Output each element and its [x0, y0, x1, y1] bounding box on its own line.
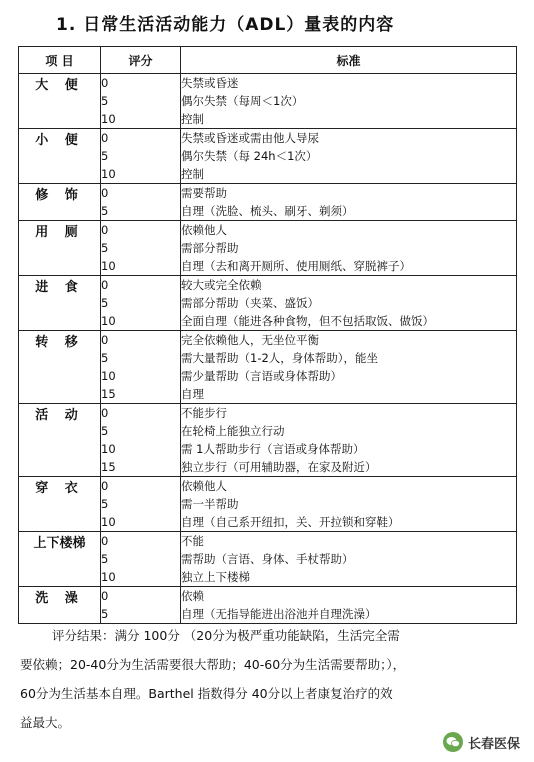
standard-text: 偶尔失禁（每周＜1次）	[181, 94, 304, 108]
standard-text: 不能	[181, 534, 204, 548]
table-row	[19, 221, 517, 276]
standard-text: 需要帮助	[181, 186, 227, 200]
score-value: 0	[101, 186, 109, 200]
standard-cell	[181, 477, 517, 532]
standard-cell	[181, 276, 517, 331]
table-header-row	[19, 47, 517, 74]
score-cell	[101, 404, 181, 477]
scoring-note-line: 益最大。	[20, 715, 71, 730]
score-cell	[101, 331, 181, 404]
item-name: 转 移	[19, 331, 101, 404]
standard-text: 需部分帮助	[181, 241, 239, 255]
standard-text: 控制	[181, 167, 204, 181]
standard-text: 自理（去和离开厕所、使用厕纸、穿脱裤子）	[181, 259, 411, 273]
item-name: 修 饰	[19, 184, 101, 221]
standard-text: 独立步行（可用辅助器，在家及附近）	[181, 460, 377, 474]
score-value: 0	[101, 406, 109, 420]
standard-text: 全面自理（能进各种食物，但不包括取饭、做饭）	[181, 314, 434, 328]
standard-cell	[181, 587, 517, 624]
score-cell	[101, 276, 181, 331]
score-value: 5	[101, 351, 109, 365]
standard-text: 需 1人帮助步行（言语或身体帮助）	[181, 442, 365, 456]
score-value: 5	[101, 497, 109, 511]
score-value: 10	[101, 442, 116, 456]
score-value: 0	[101, 278, 109, 292]
table-row	[19, 331, 517, 404]
standard-text: 独立上下楼梯	[181, 570, 250, 584]
score-value: 10	[101, 570, 116, 584]
item-name: 活 动	[19, 404, 101, 477]
standard-cell	[181, 404, 517, 477]
wechat-icon	[443, 732, 463, 752]
table-row	[19, 129, 517, 184]
score-value: 15	[101, 460, 116, 474]
score-value: 5	[101, 204, 109, 218]
score-value: 0	[101, 131, 109, 145]
standard-text: 不能步行	[181, 406, 227, 420]
score-value: 5	[101, 552, 109, 566]
table-body	[19, 74, 517, 624]
table-row	[19, 587, 517, 624]
score-cell	[101, 477, 181, 532]
standard-text: 控制	[181, 112, 204, 126]
watermark	[443, 732, 520, 752]
score-cell	[101, 587, 181, 624]
item-name: 洗 澡	[19, 587, 101, 624]
score-value: 0	[101, 589, 109, 603]
standard-text: 依赖他人	[181, 223, 227, 237]
standard-text: 需少量帮助（言语或身体帮助）	[181, 369, 342, 383]
standard-text: 自理（无指导能进出浴池并自理洗澡）	[181, 607, 377, 621]
score-cell	[101, 532, 181, 587]
header-score: 评分	[101, 47, 181, 74]
item-name: 大 便	[19, 74, 101, 129]
item-name: 穿 衣	[19, 477, 101, 532]
standard-text: 需一半帮助	[181, 497, 239, 511]
score-cell	[101, 221, 181, 276]
standard-cell	[181, 532, 517, 587]
page-title: 1. 日常生活活动能力（ADL）量表的内容	[56, 15, 395, 35]
standard-text: 较大或完全依赖	[181, 278, 262, 292]
score-value: 0	[101, 333, 109, 347]
standard-text: 自理	[181, 387, 204, 401]
score-value: 5	[101, 296, 109, 310]
standard-text: 需大量帮助（1-2人，身体帮助），能坐	[181, 351, 379, 365]
header-item: 项 目	[19, 47, 101, 74]
standard-cell	[181, 221, 517, 276]
score-value: 0	[101, 479, 109, 493]
table-row	[19, 532, 517, 587]
standard-text: 需部分帮助（夹菜、盛饭）	[181, 296, 319, 310]
standard-text: 偶尔失禁（每 24h＜1次）	[181, 149, 318, 163]
score-value: 10	[101, 369, 116, 383]
adl-table	[18, 46, 517, 624]
standard-text: 失禁或昏迷	[181, 76, 239, 90]
standard-cell	[181, 184, 517, 221]
standard-text: 需帮助（言语、身体、手杖帮助）	[181, 552, 354, 566]
standard-text: 完全依赖他人，无坐位平衡	[181, 333, 319, 347]
standard-cell	[181, 331, 517, 404]
score-cell	[101, 184, 181, 221]
scoring-note-line: 评分结果：满分 100分 （20分为极严重功能缺陷，生活完全需	[52, 628, 400, 643]
score-value: 15	[101, 387, 116, 401]
standard-cell	[181, 74, 517, 129]
score-value: 10	[101, 314, 116, 328]
item-name: 上下楼梯	[19, 532, 101, 587]
standard-text: 自理（自己系开纽扣，关、开拉锁和穿鞋）	[181, 515, 400, 529]
score-value: 0	[101, 76, 109, 90]
table-row	[19, 276, 517, 331]
item-name: 用 厕	[19, 221, 101, 276]
table-row	[19, 404, 517, 477]
standard-text: 在轮椅上能独立行动	[181, 424, 285, 438]
score-value: 10	[101, 167, 116, 181]
score-cell	[101, 74, 181, 129]
score-value: 10	[101, 112, 116, 126]
table-row	[19, 477, 517, 532]
header-standard: 标准	[181, 47, 517, 74]
standard-text: 自理（洗脸、梳头、刷牙、剃须）	[181, 204, 354, 218]
item-name: 小 便	[19, 129, 101, 184]
scoring-note	[20, 621, 516, 737]
watermark-text: 长春医保	[467, 736, 520, 752]
score-cell	[101, 129, 181, 184]
score-value: 0	[101, 223, 109, 237]
score-value: 5	[101, 607, 109, 621]
standard-text: 失禁或昏迷或需由他人导尿	[181, 131, 319, 145]
standard-text: 依赖他人	[181, 479, 227, 493]
table-row	[19, 74, 517, 129]
scoring-note-line: 要依赖；20-40分为生活需要很大帮助；40-60分为生活需要帮助；），	[20, 657, 406, 672]
item-name: 进 食	[19, 276, 101, 331]
score-value: 5	[101, 424, 109, 438]
table-row	[19, 184, 517, 221]
score-value: 10	[101, 259, 116, 273]
score-value: 5	[101, 149, 109, 163]
score-value: 5	[101, 241, 109, 255]
score-value: 0	[101, 534, 109, 548]
score-value: 10	[101, 515, 116, 529]
standard-text: 依赖	[181, 589, 204, 603]
standard-cell	[181, 129, 517, 184]
scoring-note-line: 60分为生活基本自理。Barthel 指数得分 40分以上者康复治疗的效	[20, 686, 393, 701]
score-value: 5	[101, 94, 109, 108]
